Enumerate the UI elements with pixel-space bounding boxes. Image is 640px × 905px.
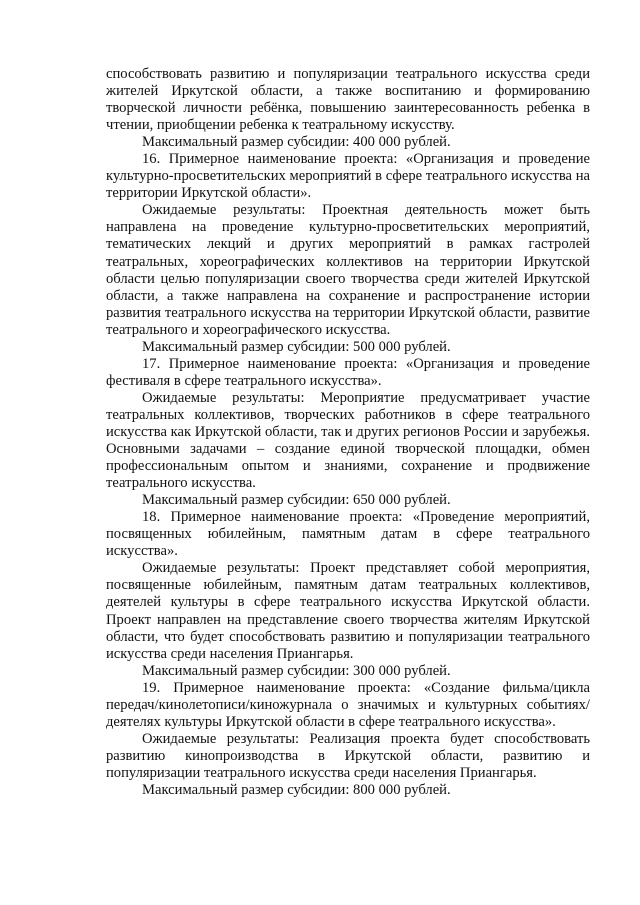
document-body: [106, 66, 590, 799]
subsidy-max-amount: Максимальный размер субсидии: 300 000 рублей.: [142, 662, 451, 679]
project-18-title: 18. Примерное наименование проекта: «Проведение мероприятий, посвященных юбилейным, памятным датам в сфере театрального искусства».: [106, 509, 590, 560]
project-17-title: 17. Примерное наименование проекта: «Организация и проведение фестиваля в сфере театрального искусства».: [106, 355, 590, 389]
subsidy-max-amount: Максимальный размер субсидии: 800 000 рублей.: [142, 781, 451, 798]
subsidy-max-amount: Максимальный размер субсидии: 500 000 рублей.: [142, 338, 451, 355]
project-19-expected-results: Ожидаемые результаты: Реализация проекта будет способствовать развитию кинопроизводства в Иркутской области, развитию и популяризации театрального искусства среди населения Приангарья.: [106, 730, 590, 781]
project-17-expected-results: Ожидаемые результаты: Мероприятие предусматривает участие театральных коллективов, творческих работников в сфере театрального искусства как Иркутской области, так и других регионов России и зарубежья. Основными задачами – создание единой творческой площадки, обмен профессиональным опытом и знаниями, сохранение и продвижение театрального искусства.: [106, 389, 590, 492]
project-16-title: 16. Примерное наименование проекта: «Организация и проведение культурно-просветительских мероприятий в сфере театрального искусства на территории Иркутской области».: [106, 151, 590, 202]
subsidy-max-amount: Максимальный размер субсидии: 650 000 рублей.: [142, 492, 451, 509]
paragraph-intro-continuation: способствовать развитию и популяризации театрального искусства среди жителей Иркутской области, а также воспитанию и формированию творческой личности ребёнка, повышению заинтересованность ребенка в чтении, приобщении ребенка к театральному искусству.: [106, 66, 590, 134]
subsidy-max-amount: Максимальный размер субсидии: 400 000 рублей.: [142, 134, 451, 151]
project-18-expected-results: Ожидаемые результаты: Проект представляет собой мероприятия, посвященные юбилейным, памятным датам театральных коллективов, деятелей культуры в сфере театрального искусства Иркутской области. Проект направлен на представление своего творчества жителям Иркутской области, что будет способствовать развитию и популяризации театрального искусства среди населения Приангарья.: [106, 560, 590, 662]
project-16-expected-results: Ожидаемые результаты: Проектная деятельность может быть направлена на проведение культурно-просветительских мероприятий, тематических лекций и других мероприятий в рамках гастролей театральных, хореографических коллективов на территории Иркутской области целью популяризации своего творчества среди жителей Иркутской области, а также направлена на сохранение и распространение истории развития театрального искусства на территории Иркутской области, развитие театрального и хореографического искусства.: [106, 202, 590, 338]
project-19-title: 19. Примерное наименование проекта: «Создание фильма/цикла передач/кинолетописи/киножурнала о значимых и культурных событиях/деятелях культуры Иркутской области в сфере театрального искусства».: [106, 679, 590, 730]
